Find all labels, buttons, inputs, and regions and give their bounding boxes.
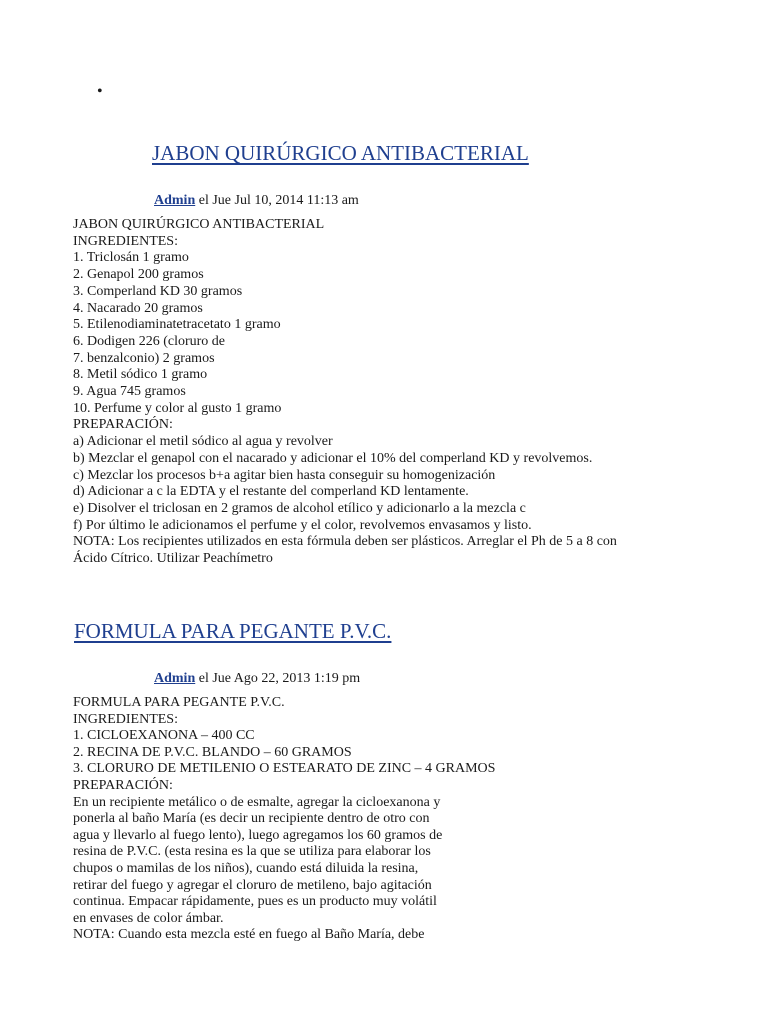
body-line: resina de P.V.C. (esta resina es la que se utiliza para elaborar los <box>73 844 431 860</box>
body-line: en envases de color ámbar. <box>73 910 224 926</box>
body-line: e) Disolver el triclosan en 2 gramos de alcohol etílico y adicionarlo a la mezcla c <box>73 500 526 516</box>
body-line: c) Mezclar los procesos b+a agitar bien hasta conseguir su homogenización <box>73 467 496 483</box>
body-line: 4. Nacarado 20 gramos <box>73 300 203 316</box>
body-line: 7. benzalconio) 2 gramos <box>73 350 215 366</box>
body-line: NOTA: Los recipientes utilizados en esta fórmula deben ser plásticos. Arreglar el Ph de 5 a 8 con <box>73 534 617 550</box>
body-line: FORMULA PARA PEGANTE P.V.C. <box>73 695 285 710</box>
post-title-link[interactable]: FORMULA PARA PEGANTE P.V.C. <box>74 619 392 643</box>
body-line: JABON QUIRÚRGICO ANTIBACTERIAL <box>73 217 325 232</box>
post-date: Jue Ago 22, 2013 1:19 pm <box>212 671 361 686</box>
body-line: 3. CLORURO DE METILENIO O ESTEARATO DE ZINC – 4 GRAMOS <box>73 761 496 777</box>
body-line: 2. RECINA DE P.V.C. BLANDO – 60 GRAMOS <box>73 744 352 760</box>
body-line: 5. Etilenodiaminatetracetato 1 gramo <box>73 317 281 333</box>
body-line: retirar del fuego y agregar el cloruro de metileno, bajo agitación <box>73 877 432 893</box>
body-line: 9. Agua 745 gramos <box>73 384 186 400</box>
date-prefix: el <box>198 671 209 686</box>
body-line: NOTA: Cuando esta mezcla esté en fuego al Baño María, debe <box>73 927 425 943</box>
post-date: Jue Jul 10, 2014 11:13 am <box>212 193 359 208</box>
body-line: En un recipiente metálico o de esmalte, agregar la cicloexanona y <box>73 794 441 810</box>
date-prefix: el <box>198 193 209 208</box>
body-line: chupos o mamilas de los niños), cuando está diluida la resina, <box>73 860 419 876</box>
body-line: ponerla al baño María (es decir un recipiente dentro de otro con <box>73 811 430 827</box>
list-bullet: • <box>97 83 103 100</box>
body-line: 1. Triclosán 1 gramo <box>73 250 189 266</box>
post-body <box>73 695 693 944</box>
body-line: 6. Dodigen 226 (cloruro de <box>73 333 226 349</box>
body-line: INGREDIENTES: <box>73 233 178 249</box>
author-link[interactable]: Admin <box>154 671 196 686</box>
post-title-link[interactable]: JABON QUIRÚRGICO ANTIBACTERIAL <box>152 141 529 165</box>
body-line: 8. Metil sódico 1 gramo <box>73 367 208 383</box>
body-line: PREPARACIÓN: <box>73 417 173 433</box>
body-line: Ácido Cítrico. Utilizar Peachímetro <box>73 551 273 567</box>
body-line: 3. Comperland KD 30 gramos <box>73 283 243 299</box>
body-line: agua y llevarlo al fuego lento), luego agregamos los 60 gramos de <box>73 827 443 843</box>
post-meta <box>154 193 359 209</box>
body-line: INGREDIENTES: <box>73 711 178 727</box>
body-line: d) Adicionar a c la EDTA y el restante del comperland KD lentamente. <box>73 484 469 500</box>
post-body <box>73 217 693 568</box>
body-line: PREPARACIÓN: <box>73 777 173 793</box>
body-line: continua. Empacar rápidamente, pues es un producto muy volátil <box>73 894 437 910</box>
body-line: a) Adicionar el metil sódico al agua y revolver <box>73 434 333 450</box>
body-line: 1. CICLOEXANONA – 400 CC <box>73 728 255 744</box>
author-link[interactable]: Admin <box>154 193 196 208</box>
body-line: b) Mezclar el genapol con el nacarado y adicionar el 10% del comperland KD y revolvemos. <box>73 450 593 466</box>
body-line: 10. Perfume y color al gusto 1 gramo <box>73 400 282 416</box>
body-line: f) Por último le adicionamos el perfume y el color, revolvemos envasamos y listo. <box>73 517 532 533</box>
post-meta <box>154 671 360 687</box>
body-line: 2. Genapol 200 gramos <box>73 267 204 283</box>
